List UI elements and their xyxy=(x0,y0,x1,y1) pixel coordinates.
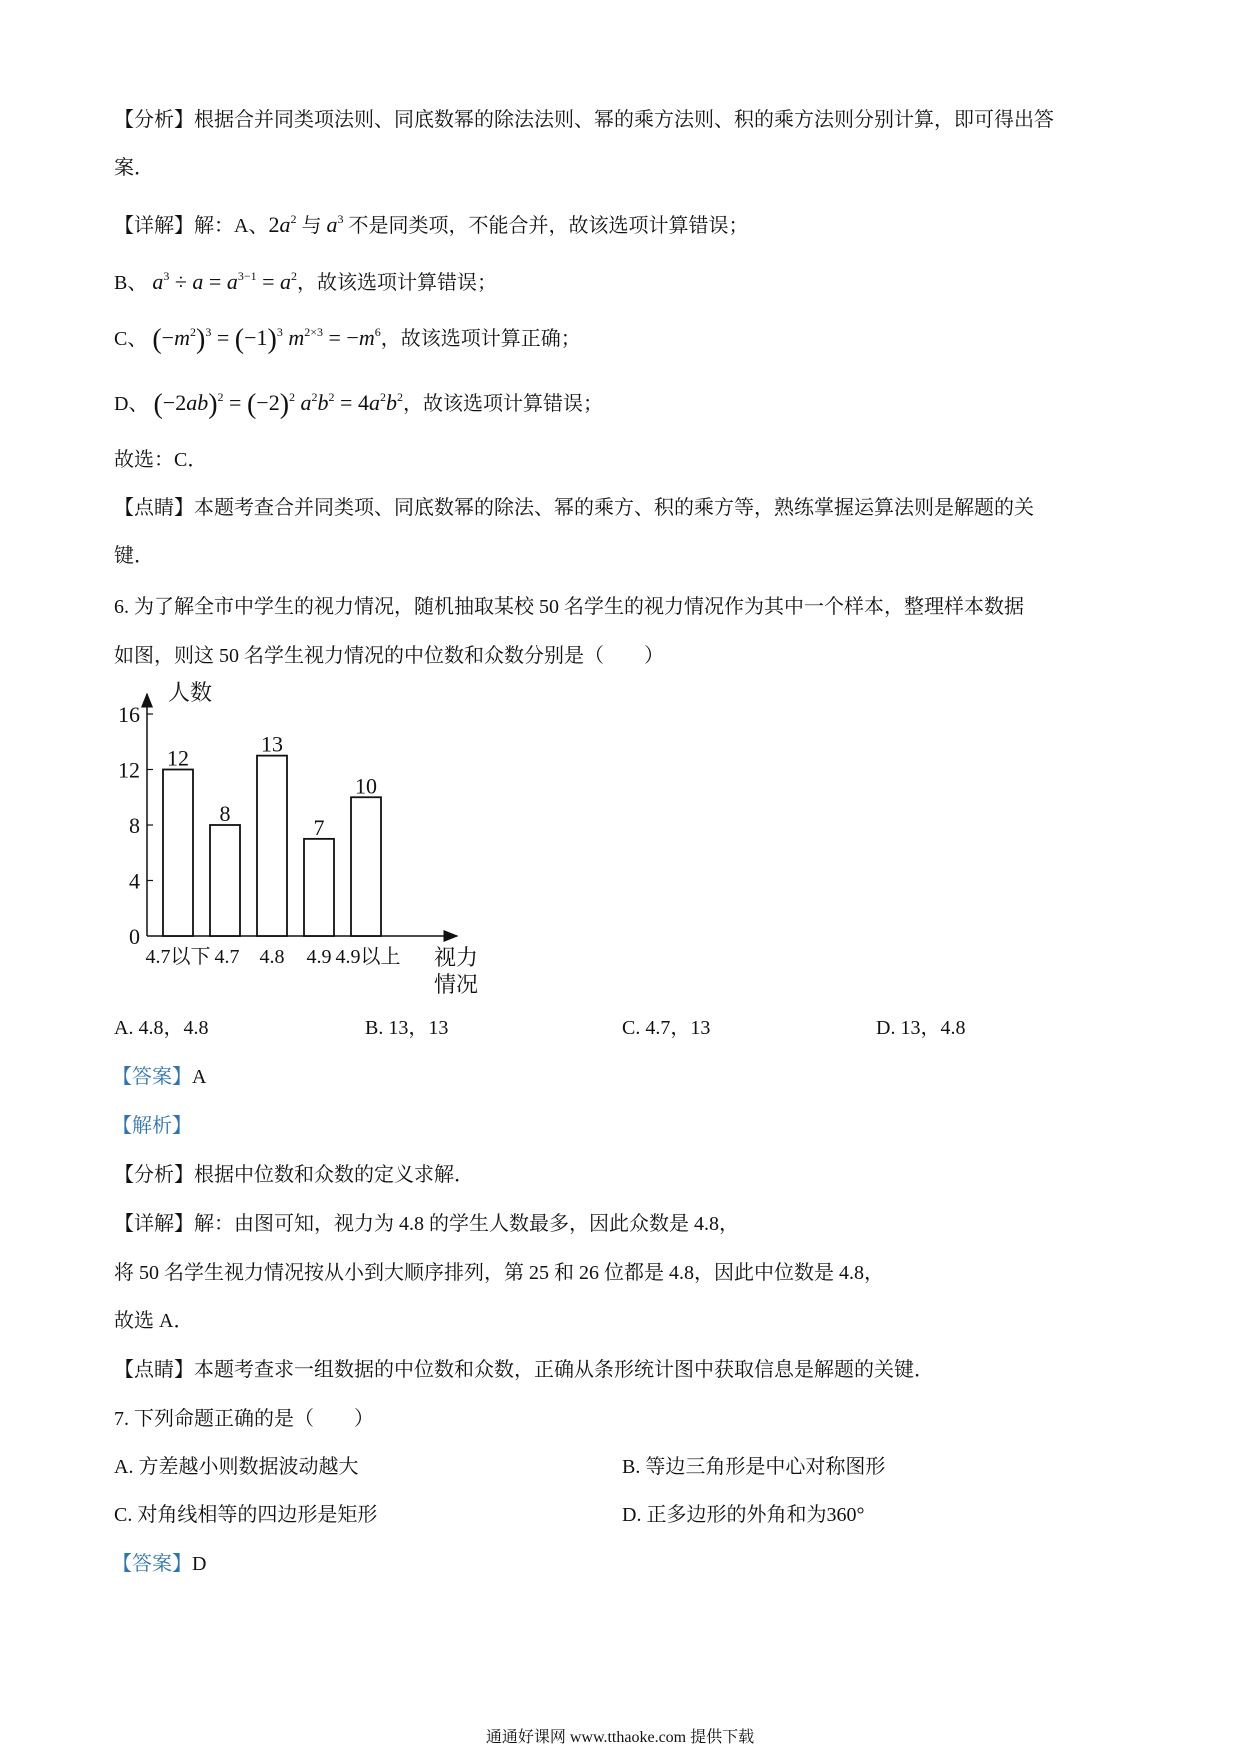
q7-option-b: B. 等边三角形是中心对称图形 xyxy=(622,1456,886,1478)
q6-option-c: C. 4.7，13 xyxy=(622,1017,711,1039)
q6-option-b: B. 13，13 xyxy=(365,1017,449,1039)
answer-value: A xyxy=(192,1066,207,1088)
data-label: 7 xyxy=(313,814,325,840)
x-tick-label: 4.7以下 xyxy=(145,946,211,968)
data-label: 10 xyxy=(355,773,377,799)
q7-option-d: D. 正多边形的外角和为360° xyxy=(622,1504,865,1526)
data-label: 13 xyxy=(261,731,283,757)
q6-stem-2: 如图，则这 50 名学生视力情况的中位数和众数分别是（ ） xyxy=(114,645,664,667)
text: ，故该选项计算错误； xyxy=(297,272,498,294)
bar-chart xyxy=(100,680,520,1010)
bar-2 xyxy=(257,756,287,936)
text: ，故该选项计算错误； xyxy=(402,393,603,415)
q6-detail-1: 【详解】解：由图可知，视力为 4.8 的学生人数最多，因此众数是 4.8， xyxy=(114,1213,739,1235)
text: 【详解】解：A、 xyxy=(114,215,269,237)
y-tick-label: 0 xyxy=(129,924,140,949)
q6-option-a: A. 4.8，4.8 xyxy=(114,1017,209,1039)
text: 与 xyxy=(301,215,322,237)
bar-1 xyxy=(210,825,240,936)
answer-label: 【答案】 xyxy=(112,1553,192,1575)
y-tick-label: 16 xyxy=(118,702,140,727)
bar-4 xyxy=(351,797,381,936)
text: ，故该选项计算正确； xyxy=(380,328,581,350)
q5-choice: 故选：C． xyxy=(114,449,208,471)
q6-answer xyxy=(112,1064,206,1090)
q5-comment: 【点睛】本题考查合并同类项、同底数幂的除法、幂的乘方、积的乘方等，熟练掌握运算法则是解题的关 xyxy=(114,497,1034,519)
x-tick-label: 4.7 xyxy=(214,946,240,968)
answer-value: D xyxy=(192,1553,207,1575)
q7-option-a: A. 方差越小则数据波动越大 xyxy=(114,1456,359,1478)
q6-option-d: D. 13，4.8 xyxy=(876,1017,966,1039)
footer-watermark: 通通好课网 www.tthaoke.com 提供下载 xyxy=(485,1729,755,1746)
q5-detail-a: 【详解】解：A、$2a^2$ 与 $a^3$ 不是同类项，不能合并，故该选项计算错误； xyxy=(114,212,749,237)
q5-detail-d: D、 $(-2ab)^2 = (-2)^2$ $a^2b^2 = 4a^2b^2$，故该选项计算错误； xyxy=(114,389,603,420)
x-axis-label-2: 情况 xyxy=(434,972,479,997)
q7-stem: 7. 下列命题正确的是（ ） xyxy=(114,1408,374,1430)
q7-option-c: C. 对角线相等的四边形是矩形 xyxy=(114,1504,378,1526)
x-axis-label-1: 视力 xyxy=(434,945,479,970)
y-axis-label: 人数 xyxy=(168,680,213,705)
text: 不是同类项，不能合并，故该选项计算错误； xyxy=(348,215,749,237)
q7-answer xyxy=(112,1551,206,1577)
q5-detail-c: C、 $(-m^2)^3 = (-1)^3$ $m^{2\times 3} = -m^6$，故该选项计算正确； xyxy=(114,324,581,355)
text: D、 xyxy=(114,393,149,415)
bar-3 xyxy=(304,839,334,936)
data-label: 12 xyxy=(167,745,189,771)
q6-jiexi-label: 【解析】 xyxy=(112,1115,192,1137)
q5-detail-b: B、 $a^3 \div a = a^{3-1} = a^2$，故该选项计算错误； xyxy=(114,269,498,294)
text: B、 xyxy=(114,272,148,294)
bar-0 xyxy=(163,770,193,937)
q6-detail-2: 将 50 名学生视力情况按从小到大顺序排列，第 25 和 26 位都是 4.8，因此中位数是 4.8， xyxy=(114,1262,884,1284)
x-tick-label: 4.8 xyxy=(259,946,285,968)
q5-analysis-cont: 案． xyxy=(114,157,154,179)
q5-comment-cont: 键． xyxy=(114,545,154,567)
q6-stem-1: 6. 为了解全市中学生的视力情况，随机抽取某校 50 名学生的视力情况作为其中一个样本，整理样本数据 xyxy=(114,596,1024,618)
q6-analysis: 【分析】根据中位数和众数的定义求解． xyxy=(114,1164,474,1186)
q6-comment: 【点睛】本题考查求一组数据的中位数和众数，正确从条形统计图中获取信息是解题的关键． xyxy=(114,1359,934,1381)
y-tick-label: 4 xyxy=(129,868,140,894)
x-tick-label: 4.9 xyxy=(306,946,332,968)
answer-label: 【答案】 xyxy=(112,1066,192,1088)
q6-choice: 故选 A． xyxy=(114,1310,194,1332)
data-label: 8 xyxy=(219,801,231,826)
q5-analysis: 【分析】根据合并同类项法则、同底数幂的除法法则、幂的乘方法则、积的乘方法则分别计算，即可得出答 xyxy=(114,109,1054,131)
x-tick-label: 4.9以上 xyxy=(335,946,401,968)
text: C、 xyxy=(114,328,148,350)
y-tick-label: 8 xyxy=(129,813,140,838)
y-tick-label: 12 xyxy=(118,757,140,783)
